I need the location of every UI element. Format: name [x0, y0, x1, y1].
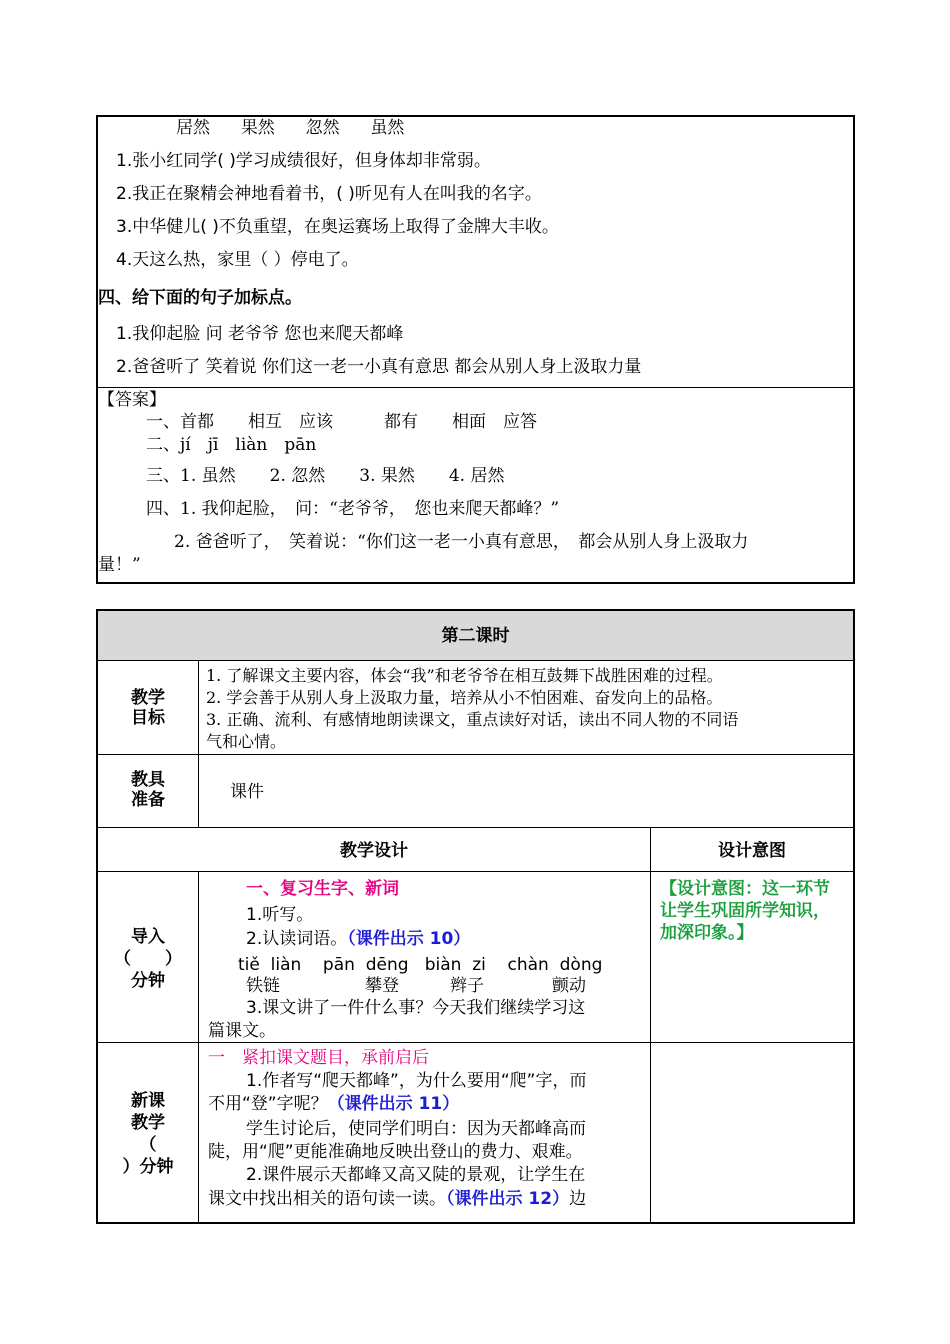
newlesson-text: 边 [569, 1189, 587, 1209]
intro-label [98, 926, 198, 992]
answer-line: 一、首都 相互 应该 都有 相面 应答 [146, 412, 537, 432]
newlesson-label [98, 1090, 198, 1178]
newlesson-para: 学生讨论后，使同学们明白：因为天都峰高而 [246, 1119, 586, 1139]
punct-item: 2.爸爸听了 笑着说 你们这一老一小真有意思 都会从别人身上汲取力量 [116, 357, 642, 377]
intro-label-line: （ ） [114, 949, 182, 969]
newlesson-text: 课文中找出相关的语句读一读。 [208, 1189, 446, 1209]
goals-list [206, 665, 738, 753]
fill-item: 1.张小红同学( )学习成绩很好，但身体却非常弱。 [116, 151, 491, 171]
word-bank-item: 虽然 [370, 118, 405, 138]
section4-title: 四、给下面的句子加标点。 [98, 288, 302, 308]
fill-item: 3.中华健儿( )不负重望，在奥运赛场上取得了金牌大丰收。 [116, 217, 559, 237]
row-divider [97, 660, 854, 661]
goal-item: 2. 学会善于从别人身上汲取力量，培养从小不怕困难、奋发向上的品格。 [206, 688, 723, 707]
word-bank [176, 118, 404, 138]
lesson-title: 第二课时 [441, 626, 510, 646]
tools-label-line: 教具 [131, 770, 165, 790]
word-bank-item: 果然 [240, 118, 275, 138]
newlesson-para: 1.作者写“爬天都峰”，为什么要用“爬”字，而 [246, 1071, 587, 1091]
intro-label-line: 分钟 [131, 971, 165, 991]
answer-line: 四、1. 我仰起脸， 问：“老爷爷， 您也来爬天都峰？” [146, 499, 560, 519]
word-bank-item: 忽然 [305, 118, 340, 138]
intent-header: 设计意图 [718, 841, 786, 861]
words-line: 铁链 攀登 辫子 颤动 [246, 976, 586, 996]
goals-label-line: 教学 [131, 688, 165, 708]
fill-item: 2.我正在聚精会神地看着书，( )听见有人在叫我的名字。 [116, 184, 542, 204]
answer-line: 量！” [98, 555, 141, 575]
newlesson-para: 陡，用“爬”更能准确地反映出登山的费力、艰难。 [208, 1142, 583, 1162]
goals-label [98, 688, 198, 728]
answer-line: 三、1. 虽然 2. 忽然 3. 果然 4. 居然 [146, 466, 505, 486]
intro-step: 1.听写。 [246, 905, 314, 925]
newlesson-text: 不用“登”字呢？ [208, 1094, 328, 1114]
newlesson-label-line: ）分钟 [122, 1157, 174, 1177]
goal-item: 1. 了解课文主要内容，体会“我”和老爷爷在相互鼓舞下战胜困难的过程。 [206, 666, 723, 685]
intro-heading: 一、复习生字、新词 [246, 879, 399, 899]
answer-line: 二、jí jī liàn pān [146, 435, 317, 455]
pinyin-line: tiě liàn pān dēng biàn zi chàn dòng [238, 955, 603, 975]
punct-item: 1.我仰起脸 问 老爷爷 您也来爬天都峰 [116, 324, 404, 344]
row-divider [97, 1042, 854, 1043]
col-divider [650, 827, 651, 1223]
newlesson-heading: 一 紧扣课文题目，承前启后 [208, 1048, 429, 1068]
tools-value: 课件 [230, 782, 264, 802]
intro-step: 3.课文讲了一件什么事？今天我们继续学习这 [246, 998, 586, 1018]
courseware-tag: （课件出示 11） [327, 1094, 460, 1114]
goal-item: 气和心情。 [206, 732, 287, 751]
answer-line: 2. 爸爸听了， 笑着说：“你们这一老一小真有意思， 都会从别人身上汲取力 [174, 532, 749, 552]
newlesson-para [208, 1189, 586, 1209]
newlesson-label-line: 新课 [131, 1091, 165, 1111]
design-header: 教学设计 [340, 841, 408, 861]
intro-label-line: 导入 [131, 927, 165, 947]
row-divider [97, 871, 854, 872]
row-divider [97, 754, 854, 755]
col-divider [198, 871, 199, 1223]
answer-divider [97, 387, 854, 388]
courseware-tag: （课件出示 12） [446, 1189, 570, 1209]
tools-label-line: 准备 [131, 790, 165, 810]
fill-item: 4.天这么热，家里（ ）停电了。 [116, 250, 359, 270]
goal-item: 3. 正确、流利、有感情地朗读课文，重点读好对话，读出不同人物的不同语 [206, 710, 739, 729]
intro-step [246, 929, 470, 949]
intro-intent: 【设计意图：这一环节让学生巩固所学知识，加深印象。】 [660, 879, 830, 943]
col-divider [198, 660, 199, 827]
tools-label [98, 770, 198, 810]
newlesson-label-line: 教学 [131, 1113, 165, 1133]
row-divider [97, 827, 854, 828]
newlesson-para: 2.课件展示天都峰又高又陡的景观，让学生在 [246, 1165, 586, 1185]
newlesson-label-line: （ [139, 1135, 157, 1155]
intro-step: 篇课文。 [208, 1021, 276, 1041]
goals-label-line: 目标 [131, 708, 165, 728]
courseware-tag: （课件出示 10） [347, 929, 471, 949]
word-bank-item: 居然 [176, 118, 210, 138]
newlesson-para [208, 1094, 459, 1114]
answer-header: 【答案】 [98, 390, 166, 410]
intro-step-text: 2.认读词语。 [246, 929, 348, 949]
